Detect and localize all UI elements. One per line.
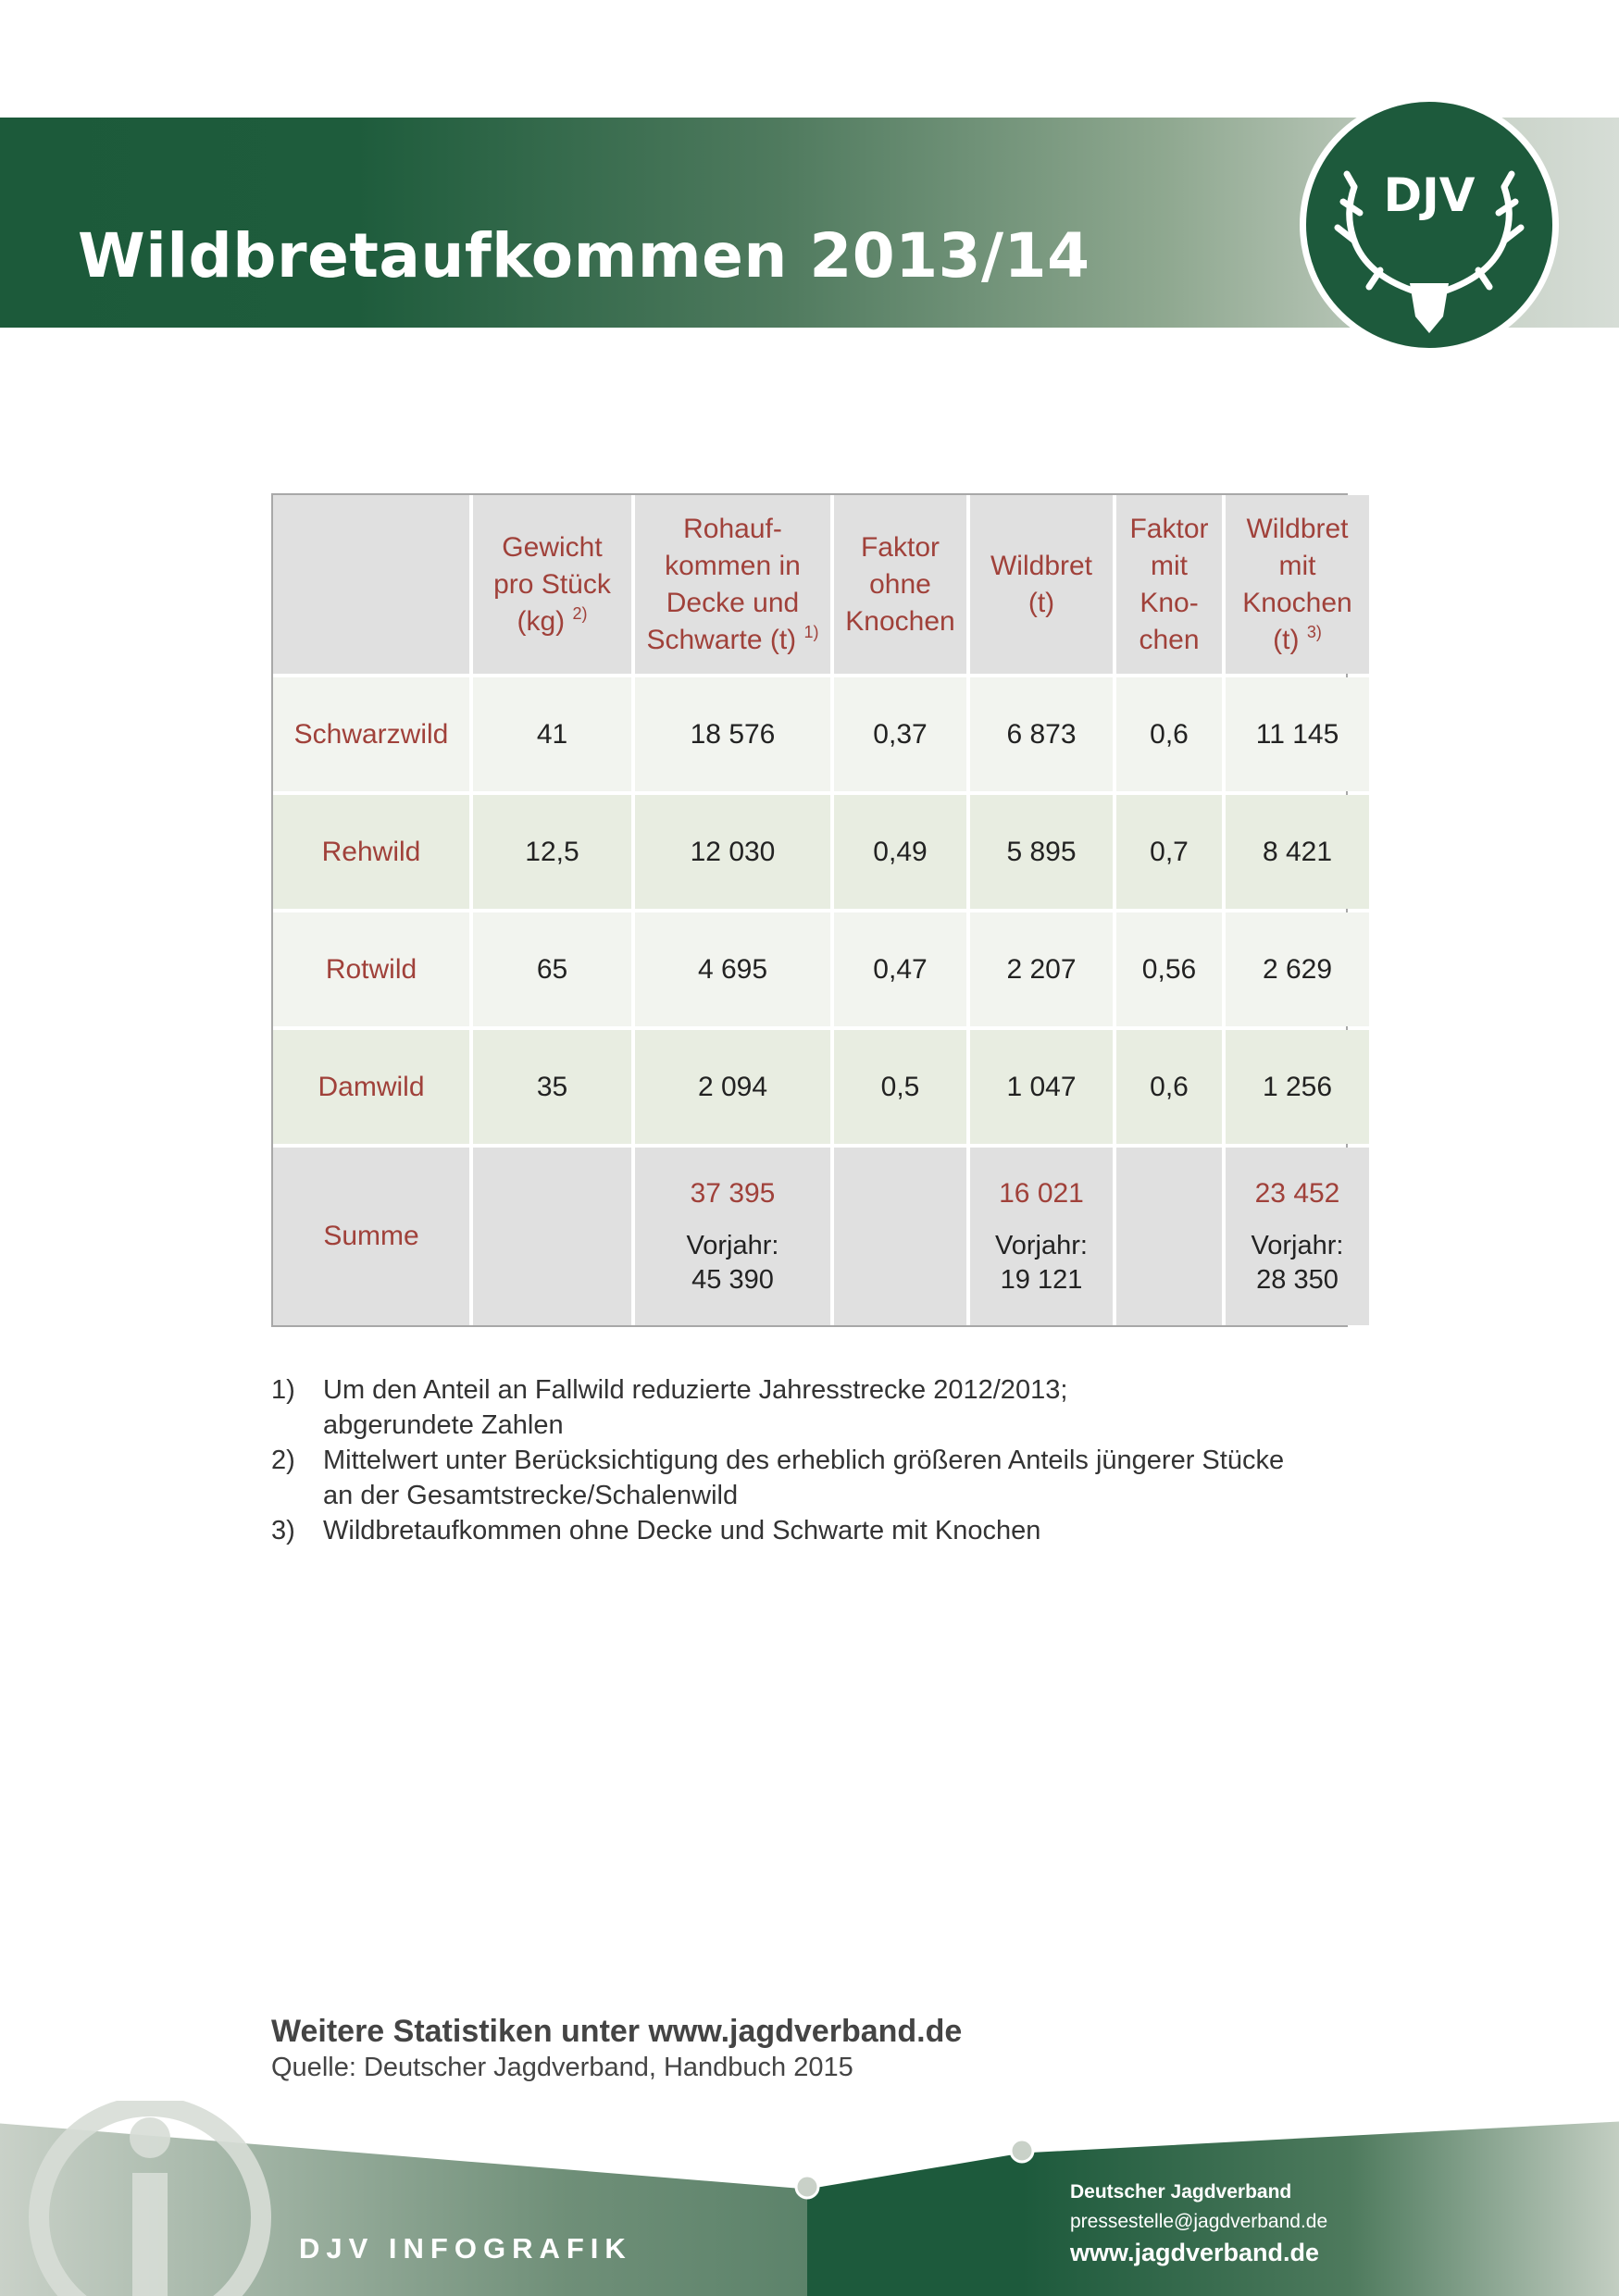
row-label: Schwarzwild — [273, 677, 469, 791]
footnote — [271, 1513, 1336, 1548]
logo-text: DJV — [1383, 168, 1476, 222]
column-header-line: mit — [1151, 550, 1188, 581]
column-header-label — [990, 548, 1092, 622]
column-header-line: Knochen — [1242, 587, 1352, 618]
column-header — [834, 495, 966, 674]
sum-value: 23 452 — [1254, 1178, 1340, 1209]
column-header-label — [1129, 511, 1208, 659]
column-header-line: kommen in — [665, 550, 801, 581]
table-cell: 12 030 — [635, 795, 830, 909]
table-cell: 2 629 — [1226, 912, 1369, 1026]
sum-cell — [834, 1148, 966, 1325]
footnote-number: 2) — [271, 1446, 295, 1475]
column-header-line: mit — [1278, 550, 1316, 581]
table-cell: 0,37 — [834, 677, 966, 791]
footnote-line: Wildbretaufkommen ohne Decke und Schwarte mit Knochen — [323, 1516, 1041, 1545]
column-header-line: (t) $^{3)}$ — [1273, 622, 1322, 655]
previous-year-label: Vorjahr: — [1251, 1231, 1344, 1260]
table-cell: 0,47 — [834, 912, 966, 1026]
column-header — [273, 495, 469, 674]
column-header-label — [493, 529, 611, 640]
row-label: Damwild — [273, 1030, 469, 1144]
footnote-line: an der Gesamtstrecke/Schalenwild — [323, 1481, 739, 1510]
sum-value: 16 021 — [999, 1178, 1084, 1209]
wildbret-table — [271, 493, 1352, 1327]
column-header-line: Rohauf- — [683, 513, 782, 544]
table-cell: 12,5 — [473, 795, 631, 909]
sum-cell — [635, 1148, 830, 1325]
table-cell: 0,6 — [1116, 677, 1222, 791]
column-header-line: (t) — [1027, 587, 1055, 618]
source-note: Quelle: Deutscher Jagdverband, Handbuch 2015 — [271, 2053, 853, 2082]
column-header — [473, 495, 631, 674]
more-statistics-link[interactable]: Weitere Statistiken unter www.jagdverband.de — [271, 2014, 963, 2049]
column-header — [1226, 495, 1369, 674]
table-cell: 65 — [473, 912, 631, 1026]
footnote-text — [323, 1372, 1067, 1443]
column-header-line: Faktor — [860, 531, 940, 563]
column-header-line: Schwarte (t) $^{1)}$ — [646, 622, 819, 655]
table-cell: 1 047 — [970, 1030, 1113, 1144]
row-label: Rotwild — [273, 912, 469, 1026]
column-header-line: Knochen — [845, 605, 955, 637]
footnote-number: 1) — [271, 1375, 295, 1405]
sum-cell — [970, 1148, 1113, 1325]
column-header-line: Wildbret — [990, 550, 1093, 581]
column-header-line: (kg) $^{2)}$ — [517, 603, 588, 637]
org-contact — [1070, 2181, 1327, 2267]
org-website-link[interactable]: www.jagdverband.de — [1070, 2239, 1320, 2266]
footnote — [271, 1372, 1336, 1443]
previous-year — [687, 1229, 779, 1297]
column-header-line: Kno- — [1140, 587, 1199, 618]
column-header-label — [1242, 511, 1351, 659]
footnote-marker: 2) — [572, 603, 588, 623]
column-header — [635, 495, 830, 674]
footer-label: DJV INFOGRAFIK — [299, 2232, 632, 2265]
row-label: Rehwild — [273, 795, 469, 909]
footnotes — [271, 1372, 1336, 1548]
previous-year-value: 28 350 — [1256, 1265, 1339, 1295]
sum-cell — [1116, 1148, 1222, 1325]
column-header-line: Wildbret — [1246, 513, 1349, 544]
previous-year-value: 45 390 — [691, 1265, 774, 1295]
org-email-link[interactable]: pressestelle@jagdverband.de — [1070, 2211, 1328, 2232]
column-header-line: pro Stück — [493, 568, 611, 600]
table-cell: 1 256 — [1226, 1030, 1369, 1144]
table-cell: 11 145 — [1226, 677, 1369, 791]
sum-cell — [473, 1148, 631, 1325]
djv-logo — [1300, 95, 1559, 354]
table-cell: 0,49 — [834, 795, 966, 909]
footnote-text — [323, 1513, 1040, 1548]
table-cell: 41 — [473, 677, 631, 791]
footnote — [271, 1443, 1336, 1513]
table-cell: 0,6 — [1116, 1030, 1222, 1144]
footnote-marker: 3) — [1306, 622, 1322, 641]
previous-year — [1252, 1229, 1344, 1297]
org-name: Deutscher Jagdverband — [1070, 2181, 1292, 2203]
table-cell: 4 695 — [635, 912, 830, 1026]
table-cell: 35 — [473, 1030, 631, 1144]
previous-year — [995, 1229, 1088, 1297]
antler-icon — [1306, 102, 1552, 348]
column-header — [1116, 495, 1222, 674]
table-cell: 2 094 — [635, 1030, 830, 1144]
column-header-label — [646, 511, 818, 659]
column-header-line: Decke und — [666, 587, 800, 618]
footnote-line: Mittelwert unter Berücksichtigung des erheblich größeren Anteils jüngerer Stücke — [323, 1446, 1285, 1475]
table-cell: 0,56 — [1116, 912, 1222, 1026]
table-cell: 18 576 — [635, 677, 830, 791]
sum-value: 37 395 — [690, 1178, 776, 1209]
footnote-line: Um den Anteil an Fallwild reduzierte Jahresstrecke 2012/2013; — [323, 1375, 1068, 1405]
previous-year-label: Vorjahr: — [686, 1231, 779, 1260]
footnote-number: 3) — [271, 1516, 295, 1545]
footer-band — [0, 2101, 1619, 2296]
column-header — [970, 495, 1113, 674]
column-header-line: Gewicht — [502, 531, 603, 563]
table-cell: 5 895 — [970, 795, 1113, 909]
column-header-label — [845, 529, 954, 640]
table-cell: 6 873 — [970, 677, 1113, 791]
previous-year-value: 19 121 — [1000, 1265, 1083, 1295]
footnote-line: abgerundete Zahlen — [323, 1410, 564, 1440]
table-cell: 0,5 — [834, 1030, 966, 1144]
footnote-text — [323, 1443, 1284, 1513]
table-cell: 2 207 — [970, 912, 1113, 1026]
sum-label: Summe — [273, 1148, 469, 1325]
table-cell: 8 421 — [1226, 795, 1369, 909]
column-header-line: ohne — [869, 568, 931, 600]
footnote-marker: 1) — [803, 622, 819, 641]
column-header-line: chen — [1139, 624, 1200, 655]
page-title: Wildbretaufkommen 2013/14 — [78, 220, 1090, 292]
sum-cell — [1226, 1148, 1369, 1325]
previous-year-label: Vorjahr: — [995, 1231, 1088, 1260]
table-cell: 0,7 — [1116, 795, 1222, 909]
column-header-line: Faktor — [1129, 513, 1209, 544]
